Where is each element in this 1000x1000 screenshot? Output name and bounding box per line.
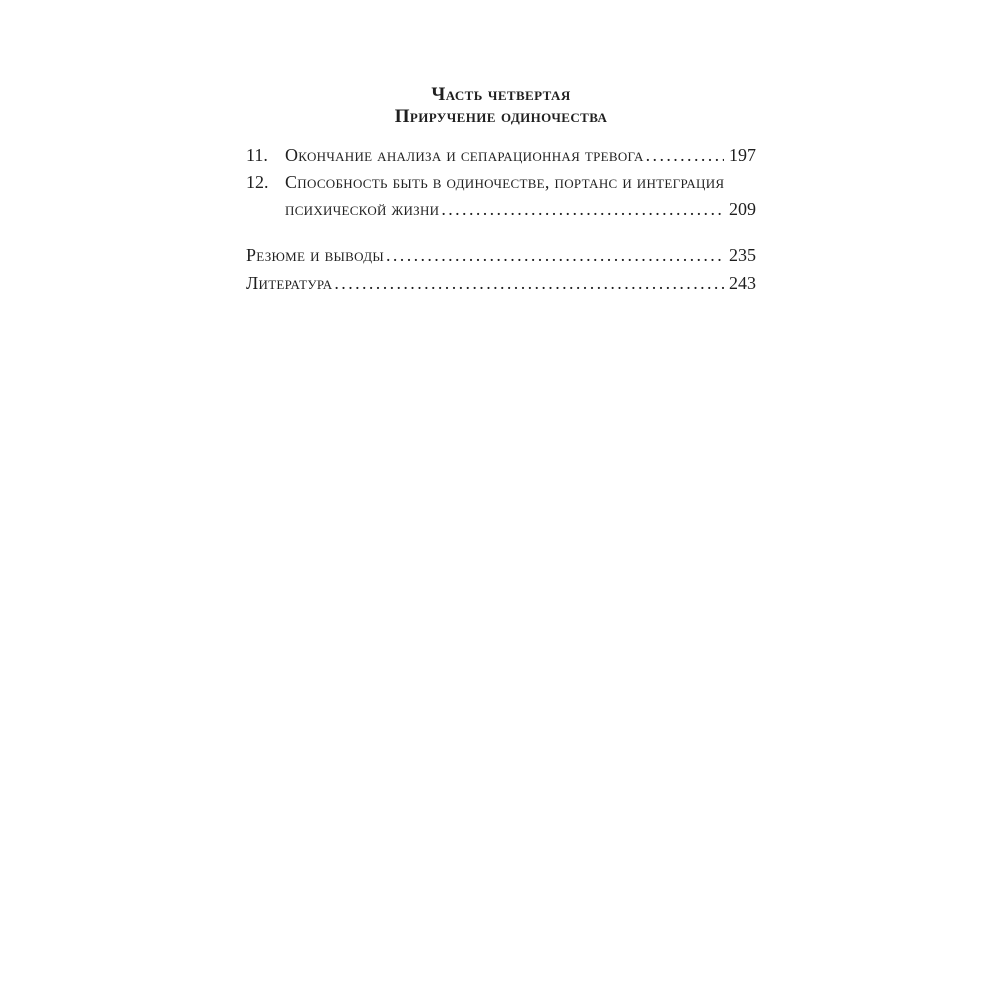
backmatter-title: Резюме и выводы (246, 245, 384, 265)
table-of-contents (246, 84, 756, 297)
chapter-title-line2: психической жизни (285, 199, 440, 219)
page-number: 243 (729, 273, 756, 293)
dot-leader (386, 241, 724, 269)
chapter-title-line1: Способность быть в одиночестве, портанс и интеграция (285, 172, 725, 192)
page-number: 235 (729, 245, 756, 265)
dot-leader (646, 142, 724, 169)
part-heading (246, 84, 756, 128)
dot-leader (441, 196, 724, 223)
page-number: 209 (729, 199, 756, 219)
part-subtitle: Приручение одиночества (394, 106, 608, 127)
toc-entry (246, 169, 756, 223)
page-number: 197 (729, 145, 756, 165)
chapter-title: Окончание анализа и сепарационная тревога (285, 145, 644, 165)
toc-entry-body (285, 142, 756, 169)
dot-leader (334, 269, 724, 297)
chapter-number: 11. (246, 145, 268, 165)
backmatter-entry (246, 241, 756, 269)
backmatter-title: Литература (246, 273, 333, 293)
part-title: Часть четвертая (431, 84, 571, 105)
toc-entry-row (285, 142, 756, 169)
chapter-number: 12. (246, 172, 269, 192)
backmatter-entry (246, 269, 756, 297)
toc-entry (246, 142, 756, 169)
toc-entry-row (285, 169, 756, 196)
chapter-list (246, 142, 756, 223)
backmatter-list (246, 241, 756, 297)
toc-entry-row (285, 196, 756, 223)
toc-entry-body (285, 169, 756, 223)
